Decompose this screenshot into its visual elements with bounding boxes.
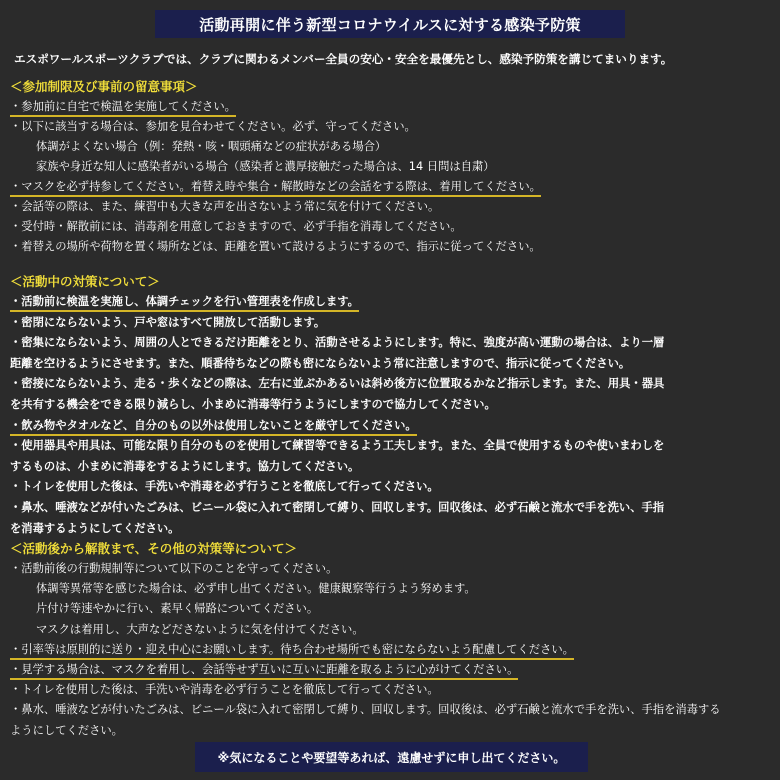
list-item: ・鼻水、唾液などが付いたごみは、ビニール袋に入れて密閉して縛り、回収します。回収後は、必ず石鹸と流水で手を洗い、手指 — [10, 500, 665, 514]
list-item: 家族や身近な知人に感染者がいる場合（感染者と濃厚接触だった場合は、14 日問は自粛） — [36, 160, 495, 173]
list-item: ・密接にならないよう、走る・歩くなどの際は、左右に並ぶかあるいは斜め後方に位置取るかなど指示します。また、用具・器具 — [10, 377, 665, 391]
section-during-activity — [10, 272, 774, 539]
list-item: するものは、小まめに消毒をするようにします。協力してください。 — [10, 459, 360, 473]
page-title: 活動再開に伴う新型コロナウイルスに対する感染予防策 — [199, 15, 581, 34]
list-item: ・密閉にならないよう、戸や窓はすべて開放して活動します。 — [10, 315, 326, 329]
list-item: ・以下に該当する場合は、参加を見合わせてください。必ず、守ってください。 — [10, 120, 416, 133]
list-item: ・着替えの場所や荷物を置く場所などは、距離を置いて設けるようにするので、指示に従ってください。 — [10, 240, 541, 253]
list-item: ・トイレを使用した後は、手洗いや消毒を必ず行うことを徹底して行ってください。 — [10, 683, 439, 697]
list-item: ・使用器具や用具は、可能な限り自分のものを使用して練習等できるよう工夫します。また、全員で使用するものや使いまわしを — [10, 439, 665, 453]
list-item: ・飲み物やタオルなど、自分のもの以外は使用しないことを厳守してください。 — [10, 416, 774, 437]
title-banner — [155, 10, 625, 38]
list-item: ・活動前後の行動規制等について以下のことを守ってください。 — [10, 562, 338, 575]
list-item: ・会話等の際は、また、練習中も大きな声を出さないよう常に気を付けてください。 — [10, 200, 440, 213]
intro-text: エスポワールスポーツクラブでは、クラブに関わるメンバー全員の安心・安全を最優先とし、感染予防策を講じてまいります。 — [14, 52, 673, 66]
list-item: ・見学する場合は、マスクを着用し、会話等せず互いに互いに距離を取るように心がけてください。 — [10, 660, 774, 680]
footer-note: ※気になることや要望等あれば、遠慮せずに申し出てください。 — [217, 750, 566, 765]
list-item: 体調等異常等を感じた場合は、必ず申し出てください。健康観察等行うよう努めます。 — [36, 582, 476, 596]
list-item: ・活動前に検温を実施し、体調チェックを行い管理表を作成します。 — [10, 292, 774, 313]
list-item: 片付け等速やかに行い、素早く帰路についてください。 — [36, 602, 319, 616]
list-item: ・鼻水、唾液などが付いたごみは、ビニール袋に入れて密閉して縛り、回収します。回収後は、必ず石鹸と流水で手を洗い、手指を消毒する — [10, 703, 721, 717]
list-item: 距離を空けるようにさせます。また、順番待ちなどの際も密にならないよう常に注意しますので、指示に従ってください。 — [10, 356, 631, 370]
section-participation-rules — [10, 77, 774, 257]
footer-banner — [195, 742, 588, 772]
list-item: 体調がよくない場合（例：発熱・咳・咽頭痛などの症状がある場合） — [36, 140, 387, 153]
list-item: ・参加前に自宅で検温を実施してください。 — [10, 97, 774, 117]
list-item: ・受付時・解散前には、消毒剤を用意しておきますので、必ず手指を消毒してください。 — [10, 220, 462, 233]
list-item: ・マスクを必ず持参してください。着替え時や集合・解散時などの会話をする際は、着用してください。 — [10, 177, 774, 197]
section-after-activity — [10, 539, 774, 741]
list-item: を共有する機会をできる限り減らし、小まめに消毒等行うようにしますので協力してください。 — [10, 397, 496, 411]
section-heading: ＜参加制限及び事前の留意事項＞ — [10, 79, 198, 94]
list-item: ようにしてください。 — [10, 723, 123, 737]
list-item: を消毒するようにしてください。 — [10, 521, 180, 535]
list-item: ・密集にならないよう、周囲の人とできるだけ距離をとり、活動させるようにします。特に、強度が高い運動の場合は、より一層 — [10, 336, 665, 350]
section-heading: ＜活動中の対策について＞ — [10, 274, 160, 289]
list-item: ・引率等は原則的に送り・迎え中心にお願いします。待ち合わせ場所でも密にならないよう配慮してください。 — [10, 640, 774, 660]
list-item: ・トイレを使用した後は、手洗いや消毒を必ず行うことを徹底して行ってください。 — [10, 480, 439, 494]
list-item: マスクは着用し、大声などださないように気を付けてください。 — [36, 622, 364, 636]
section-heading: ＜活動後から解散まで、その他の対策等について＞ — [10, 541, 298, 556]
